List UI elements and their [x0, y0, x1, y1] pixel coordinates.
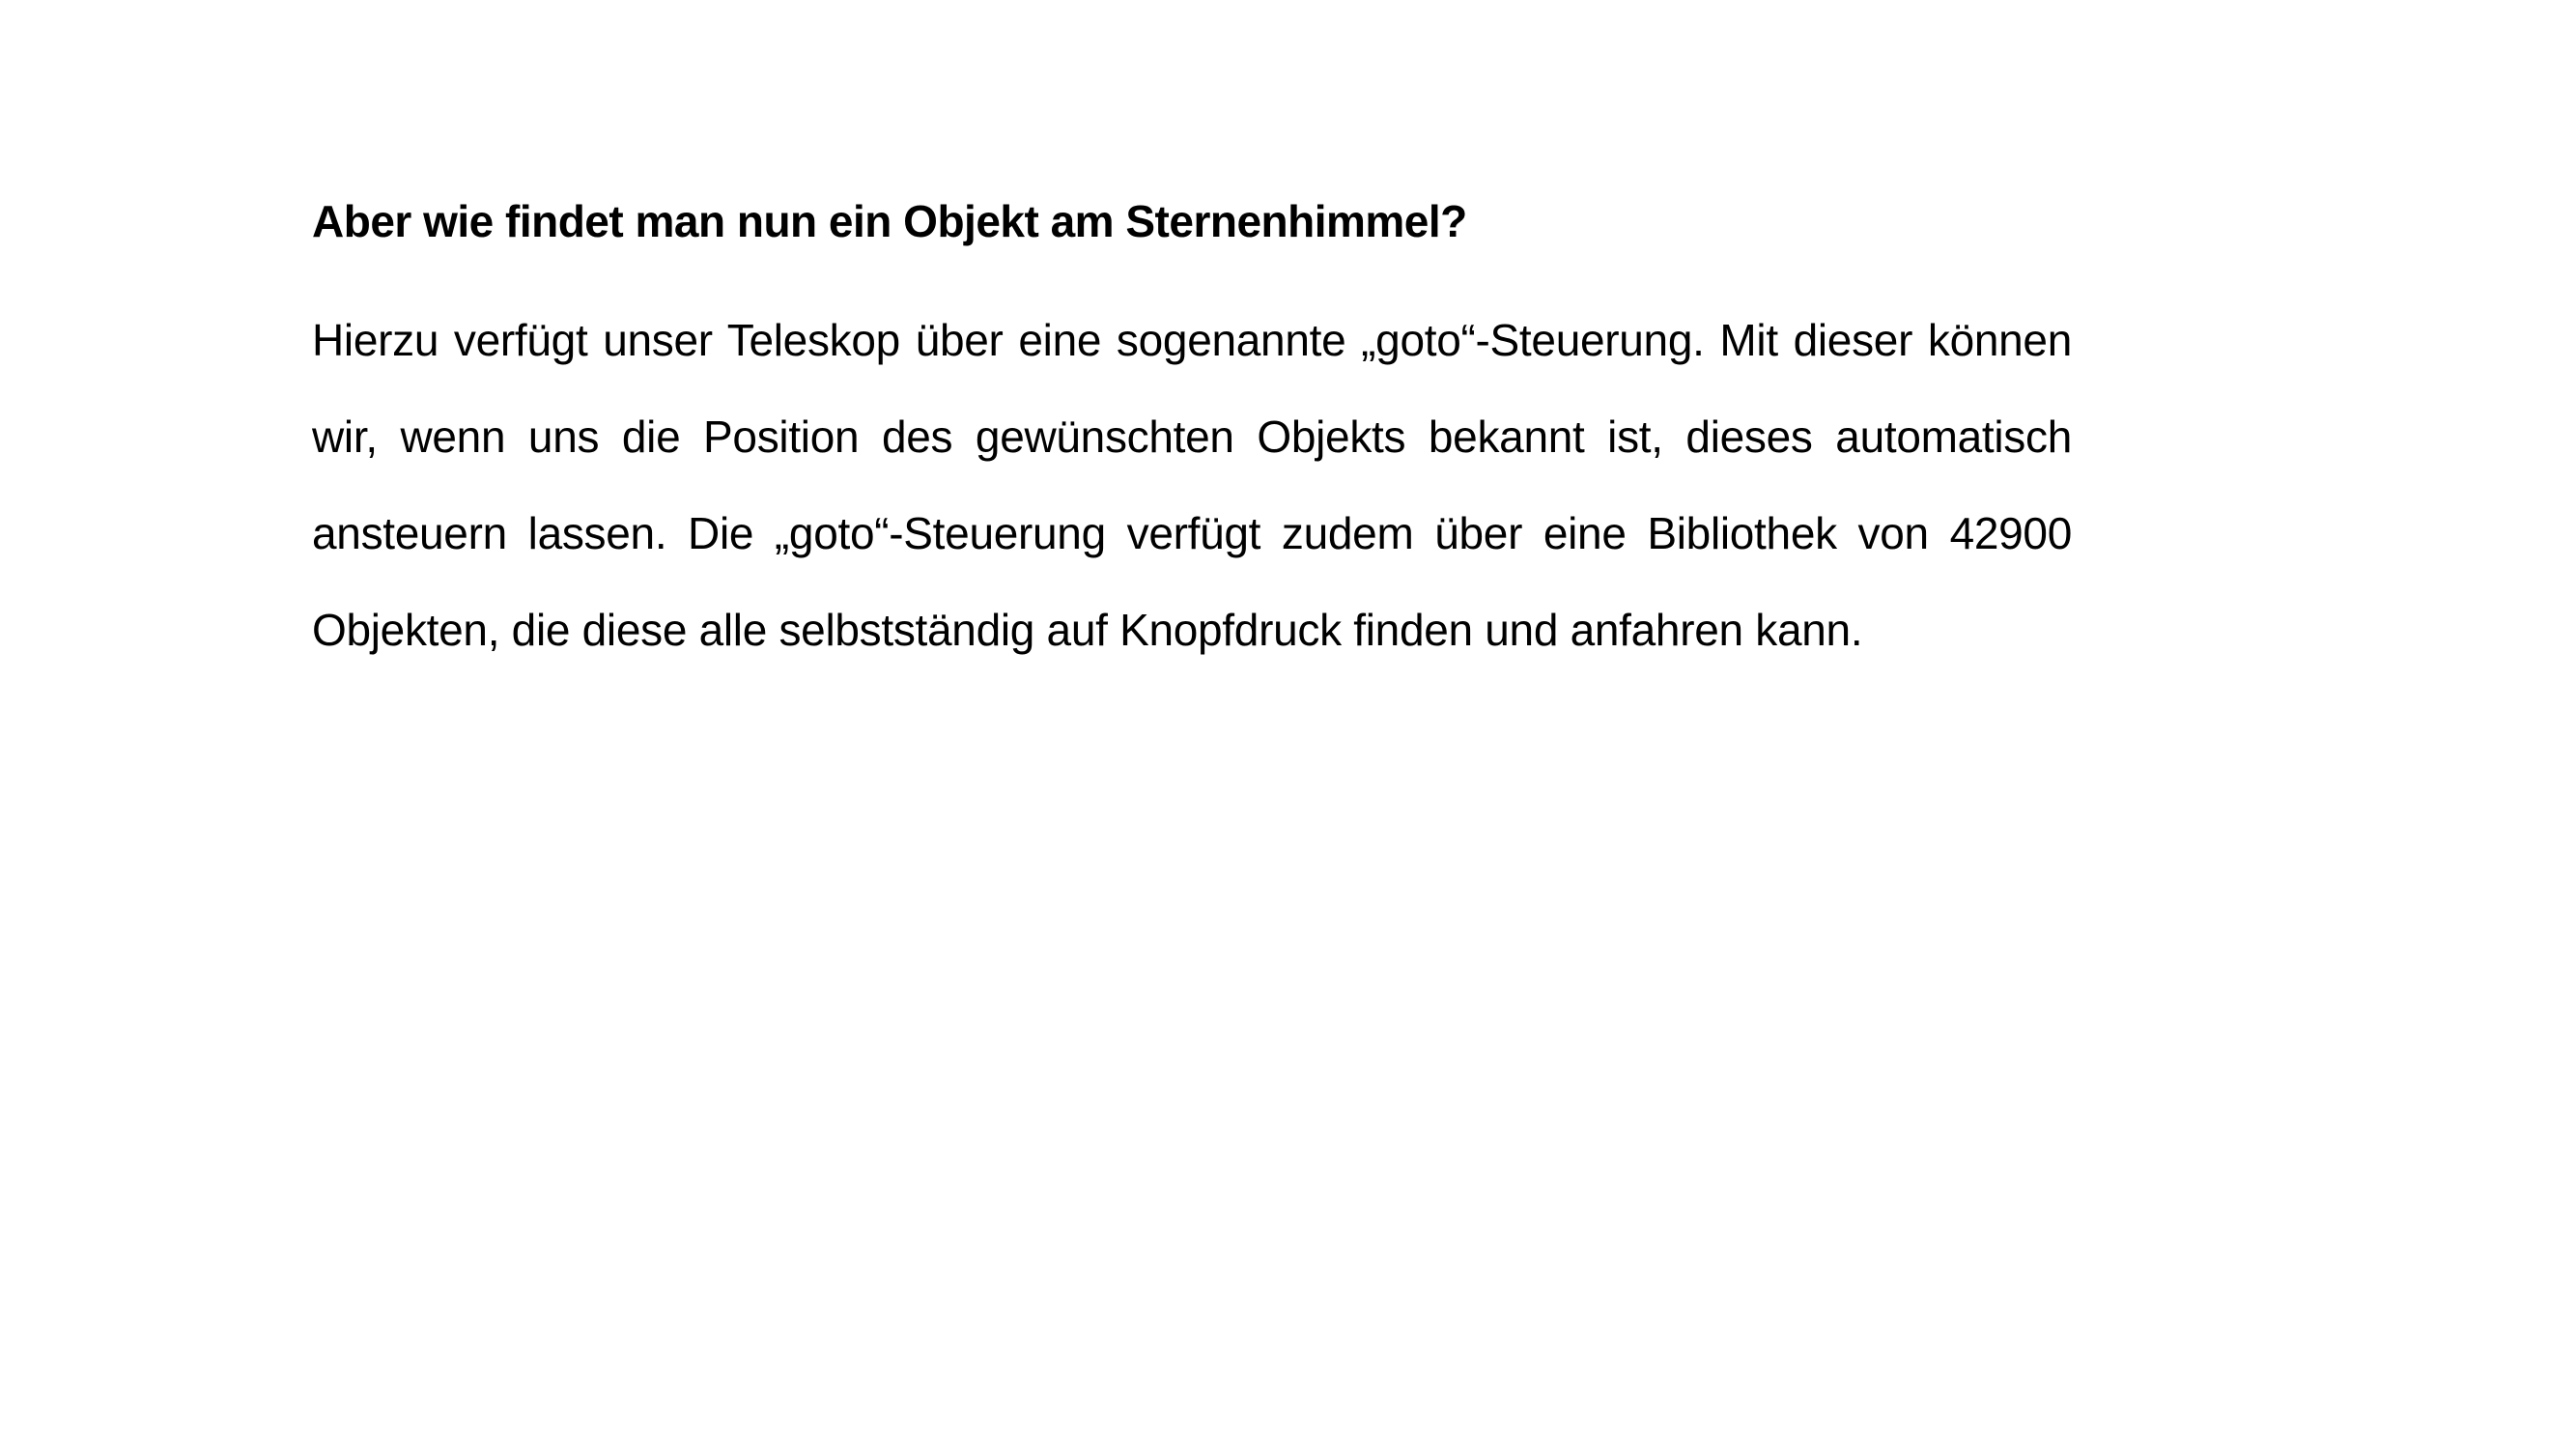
slide-heading: Aber wie findet man nun ein Objekt am Sternenhimmel? — [312, 196, 1467, 246]
slide-content — [312, 184, 2072, 678]
slide-paragraph: Hierzu verfügt unser Teleskop über eine sogenannte „goto“-Steuerung. Mit dieser können wir, wenn uns die Position des gewünschten Objekts bekannt ist, dieses automatisch ansteuern lassen. Die „goto“-Steuerung verfügt zudem über eine Bibliothek von 42900 Objekten, die diese alle selbstständig auf Knopfdruck finden und anfahren kann. — [312, 315, 2072, 655]
